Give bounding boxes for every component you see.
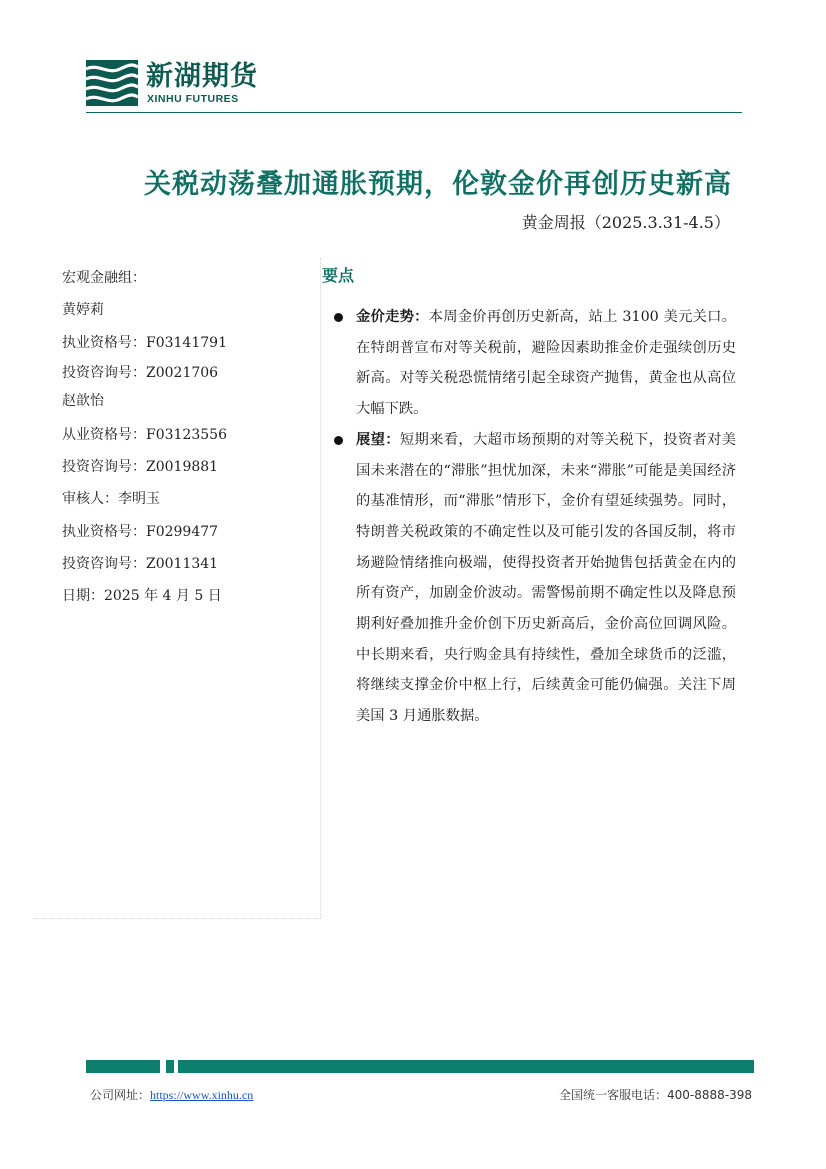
company-logo xyxy=(86,60,266,108)
author-info-panel xyxy=(62,262,312,613)
author-name: 黄婷莉 xyxy=(62,302,104,319)
point-outlook xyxy=(356,425,736,732)
footer-hotline: 全国统一客服电话：400-8888-398 xyxy=(558,1088,752,1102)
group-label: 宏观金融组： xyxy=(62,270,146,286)
column-divider xyxy=(320,258,322,918)
header-divider xyxy=(86,112,742,113)
panel-bottom-divider xyxy=(32,918,321,920)
website-label: 公司网址： xyxy=(90,1088,151,1102)
wave-logo-icon xyxy=(86,60,138,106)
point-label: 展望： xyxy=(356,431,400,448)
logo-english-name: XINHU FUTURES xyxy=(147,93,239,105)
reviewer-consult-id: 投资咨询号：Z0011341 xyxy=(62,556,219,573)
footer-color-bar xyxy=(86,1060,754,1073)
bullet-icon xyxy=(334,313,343,322)
footer-website xyxy=(90,1086,253,1103)
author-license: 从业资格号：F03123556 xyxy=(62,426,227,443)
author-consult-id: 投资咨询号：Z0019881 xyxy=(62,459,219,476)
bullet-icon xyxy=(334,436,343,445)
author-name: 赵歆怡 xyxy=(62,392,104,409)
point-text: 短期来看，大超市场预期的对等关税下，投资者对美国未来潜在的“滞胀”担忧加深，未来“滞胀”可能是美国经济的基准情形，而“滞胀”情形下，金价有望延续强势。同时，特朗普关税政策的不确定性以及可能引发的各国反制，将市场避险情绪推向极端，使得投资者开始抛售包括黄金在内的所有资产，加剧金价波动。需警惕前期不确定性以及降息预期利好叠加推升金价创下历史新高后，金价高位回调风险。中长期来看，央行购金具有持续性，叠加全球货币的泛滥，将继续支撑金价中枢上行，后续黄金可能仍偏强。关注下周美国 3 月通胀数据。 xyxy=(356,431,737,725)
report-subtitle: 黄金周报（2025.3.31-4.5） xyxy=(521,213,730,232)
reviewer-license: 执业资格号：F0299477 xyxy=(62,523,219,540)
website-link[interactable]: https://www.xinhu.cn xyxy=(150,1088,254,1102)
report-title: 关税动荡叠加通胀预期，伦敦金价再创历史新高 xyxy=(144,169,732,200)
summary-heading: 要点 xyxy=(322,266,355,285)
point-text: 本周金价再创历史新高，站上 3100 美元关口。在特朗普宣布对等关税前，避险因素助推金价走强续创历史新高。对等关税恐慌情绪引起全球资产抛售，黄金也从高位大幅下跌。 xyxy=(356,309,736,418)
point-label: 金价走势： xyxy=(356,309,429,325)
point-gold-trend xyxy=(356,302,736,425)
report-date: 日期：2025 年 4 月 5 日 xyxy=(62,588,222,605)
reviewer-name: 审核人：李明玉 xyxy=(62,491,160,508)
summary-points xyxy=(356,302,736,732)
logo-chinese-name: 新湖期货 xyxy=(146,61,258,92)
author-consult-id: 投资咨询号：Z0021706 xyxy=(62,364,219,381)
author-license: 执业资格号：F03141791 xyxy=(62,334,227,351)
